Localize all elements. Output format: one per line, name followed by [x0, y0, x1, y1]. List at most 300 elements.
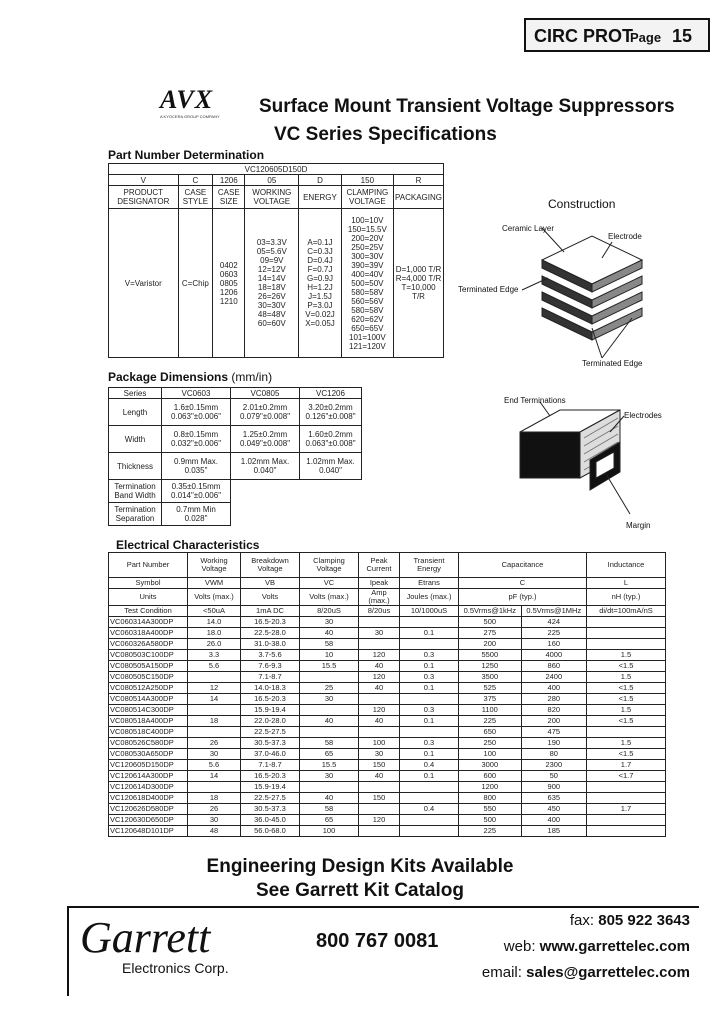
- electrical-cell: 31.0-38.0: [241, 639, 300, 650]
- electrical-cell: 820: [521, 705, 586, 716]
- pkg-cell: 1.02mm Max. 0.040": [231, 453, 300, 480]
- elec-symbol: VWM: [188, 578, 241, 589]
- elec-col-header: Capacitance: [459, 553, 587, 578]
- electrical-row: [109, 738, 666, 749]
- electrical-cell: 18: [188, 716, 241, 727]
- electrical-cell: 0.4: [400, 804, 459, 815]
- web-line: [504, 938, 690, 955]
- electrical-cell: 650: [459, 727, 522, 738]
- pn-value: 0402 0603 0805 1206 1210: [213, 209, 245, 358]
- elec-test: 1mA DC: [241, 606, 300, 617]
- electrical-cell: 0.3: [400, 738, 459, 749]
- package-row: [109, 453, 362, 480]
- email-link[interactable]: sales@garrettelec.com: [526, 964, 690, 981]
- electrical-cell: 48: [188, 826, 241, 837]
- electrical-cell: 30: [300, 694, 359, 705]
- part-number-cell: VC080518C400DP: [109, 727, 188, 738]
- electrical-cell: 22.5-27.5: [241, 793, 300, 804]
- electrical-cell: 3500: [459, 672, 522, 683]
- electrical-cell: 400: [521, 815, 586, 826]
- electrical-cell: 3000: [459, 760, 522, 771]
- electrical-cell: 14.0: [188, 617, 241, 628]
- electrical-cell: 275: [459, 628, 522, 639]
- fax-label: fax:: [569, 912, 595, 929]
- electrical-cell: 900: [521, 782, 586, 793]
- electrical-cell: 800: [459, 793, 522, 804]
- electrical-cell: 5500: [459, 650, 522, 661]
- electrical-cell: 160: [521, 639, 586, 650]
- electrical-cell: 200: [521, 716, 586, 727]
- label-terminated-edge-2: Terminated Edge: [582, 359, 643, 368]
- electrical-cell: 15.9-19.4: [241, 782, 300, 793]
- pn-code: D: [299, 175, 341, 186]
- elec-symbol: Etrans: [400, 578, 459, 589]
- electrical-cell: 0.1: [400, 716, 459, 727]
- electrical-cell: [587, 727, 666, 738]
- elec-symbol: Ipeak: [359, 578, 400, 589]
- electrical-cell: 40: [359, 771, 400, 782]
- electrical-heading: Electrical Characteristics: [116, 538, 260, 552]
- electrical-cell: [359, 727, 400, 738]
- pn-value: 100=10V 150=15.5V 200=20V 250=25V 300=30V 390=39V 400=40V 500=50V 580=58V 560=56V 580=58V 620=62V 650=65V 101=100V 121=120V: [341, 209, 393, 358]
- electrical-cell: 120: [359, 815, 400, 826]
- pn-code: 150: [341, 175, 393, 186]
- electrical-cell: 30: [188, 815, 241, 826]
- electrical-row: [109, 672, 666, 683]
- electrical-cell: 475: [521, 727, 586, 738]
- electrical-cell: 225: [459, 716, 522, 727]
- electrical-cell: [587, 782, 666, 793]
- electrical-cell: 1.5: [587, 705, 666, 716]
- avx-logo-tagline: A KYOCERA GROUP COMPANY: [160, 114, 220, 119]
- fax-line: [570, 912, 690, 929]
- elec-symbol: L: [587, 578, 666, 589]
- electrical-cell: 40: [359, 661, 400, 672]
- electrical-cell: 550: [459, 804, 522, 815]
- electrical-cell: 26.0: [188, 639, 241, 650]
- electrical-cell: 22.5-28.0: [241, 628, 300, 639]
- page-tag-number: 15: [672, 26, 693, 46]
- pkg-row-label: Length: [109, 399, 162, 426]
- electrical-cell: [359, 826, 400, 837]
- electrical-cell: [587, 826, 666, 837]
- electrical-cell: <1.5: [587, 694, 666, 705]
- electrical-cell: 0.1: [400, 683, 459, 694]
- electrical-cell: 1.5: [587, 650, 666, 661]
- elec-unit: Volts (max.): [300, 589, 359, 606]
- elec-symbol: Symbol: [109, 578, 188, 589]
- electrical-units-row: [109, 589, 666, 606]
- electrical-cell: [587, 793, 666, 804]
- electrical-cell: [359, 617, 400, 628]
- label-electrodes: Electrodes: [624, 411, 662, 420]
- electrical-cell: <1.5: [587, 749, 666, 760]
- electrical-row: [109, 628, 666, 639]
- electrical-cell: 30: [300, 617, 359, 628]
- pn-code: 1206: [213, 175, 245, 186]
- elec-symbol: C: [459, 578, 587, 589]
- electrical-cell: 120: [359, 672, 400, 683]
- pn-code: 05: [245, 175, 299, 186]
- label-ceramic-layer: Ceramic Layer: [502, 224, 555, 233]
- elec-test: di/dt=100mA/nS: [587, 606, 666, 617]
- electrical-cell: [587, 628, 666, 639]
- part-number-cell: VC060318A400DP: [109, 628, 188, 639]
- pkg-cell: 0.35±0.15mm 0.014"±0.006": [162, 480, 231, 503]
- electrical-cell: 0.4: [400, 760, 459, 771]
- part-number-table: [108, 163, 444, 358]
- electrical-cell: 400: [521, 683, 586, 694]
- electrical-cell: 37.0-46.0: [241, 749, 300, 760]
- electrical-cell: 860: [521, 661, 586, 672]
- electrical-cell: [587, 639, 666, 650]
- pkg-cell: 1.6±0.15mm 0.063"±0.006": [162, 399, 231, 426]
- electrical-row: [109, 650, 666, 661]
- pn-label: CASE SIZE: [213, 186, 245, 209]
- electrical-cell: 100: [300, 826, 359, 837]
- electrical-cell: 280: [521, 694, 586, 705]
- part-number-values-row: [109, 209, 444, 358]
- package-heading-unit: (mm/in): [231, 370, 273, 384]
- kits-line2: See Garrett Kit Catalog: [256, 880, 464, 901]
- electrical-row: [109, 727, 666, 738]
- part-number-cell: VC080518A400DP: [109, 716, 188, 727]
- electrical-cell: 4000: [521, 650, 586, 661]
- pn-code: R: [394, 175, 444, 186]
- electrical-cell: 0.1: [400, 771, 459, 782]
- electrical-cell: 185: [521, 826, 586, 837]
- electrical-cell: 225: [459, 826, 522, 837]
- package-heading: [108, 370, 272, 384]
- electrical-cell: [188, 782, 241, 793]
- electrical-cell: 56.0-68.0: [241, 826, 300, 837]
- elec-unit: Volts (max.): [188, 589, 241, 606]
- electrical-cell: [359, 804, 400, 815]
- electrical-cell: 0.1: [400, 628, 459, 639]
- electrical-cell: 5.6: [188, 661, 241, 672]
- pkg-row-label: Termination Band Width: [109, 480, 162, 503]
- pn-value: A=0.1J C=0.3J D=0.4J F=0.7J G=0.9J H=1.2J J=1.5J P=3.0J V=0.02J X=0.05J: [299, 209, 341, 358]
- electrical-cell: 100: [359, 738, 400, 749]
- electrical-cell: [400, 617, 459, 628]
- electrical-cell: 65: [300, 749, 359, 760]
- electrical-row: [109, 639, 666, 650]
- pkg-cell: 2.01±0.2mm 0.079"±0.008": [231, 399, 300, 426]
- electrical-cell: 50: [521, 771, 586, 782]
- electrical-cell: 200: [459, 639, 522, 650]
- part-number-cell: VC060326A580DP: [109, 639, 188, 650]
- construction-title: Construction: [548, 197, 616, 211]
- electrical-cell: 40: [359, 716, 400, 727]
- part-number-example: VC120605D150D: [109, 164, 444, 175]
- part-number-cell: VC120614A300DP: [109, 771, 188, 782]
- label-terminated-edge: Terminated Edge: [458, 285, 519, 294]
- pkg-row-label: Thickness: [109, 453, 162, 480]
- chip-termination-diagram: [500, 402, 670, 526]
- package-row: [109, 503, 362, 526]
- electrical-cell: 500: [459, 815, 522, 826]
- electrical-cell: 16.5-20.3: [241, 617, 300, 628]
- pkg-cell: 3.20±0.2mm 0.126"±0.008": [300, 399, 362, 426]
- phone-number: 800 767 0081: [316, 930, 439, 952]
- elec-test: 10/1000uS: [400, 606, 459, 617]
- elec-test: <50uA: [188, 606, 241, 617]
- elec-unit: Amp (max.): [359, 589, 400, 606]
- title-line2: VC Series Specifications: [274, 124, 497, 145]
- electrical-cell: [188, 705, 241, 716]
- electrical-cell: 36.0-45.0: [241, 815, 300, 826]
- pkg-empty-cell: [300, 480, 362, 503]
- pn-label: CASE STYLE: [178, 186, 213, 209]
- part-number-cell: VC080503C100DP: [109, 650, 188, 661]
- electrical-cell: 1100: [459, 705, 522, 716]
- pkg-empty-cell: [231, 503, 300, 526]
- pn-label: WORKING VOLTAGE: [245, 186, 299, 209]
- electrical-cell: 80: [521, 749, 586, 760]
- elec-test: 0.5Vrms@1MHz: [521, 606, 586, 617]
- electrical-cell: 58: [300, 738, 359, 749]
- part-number-cell: VC080530A650DP: [109, 749, 188, 760]
- pkg-col-header: VC1206: [300, 388, 362, 399]
- electrical-cell: [300, 727, 359, 738]
- pn-code: C: [178, 175, 213, 186]
- elec-unit: nH (typ.): [587, 589, 666, 606]
- avx-logo-mark: AVX: [160, 85, 214, 114]
- electrical-cell: 600: [459, 771, 522, 782]
- electrical-row: [109, 826, 666, 837]
- electrical-cell: [300, 672, 359, 683]
- electrical-cell: 1.7: [587, 760, 666, 771]
- electrical-cell: <1.5: [587, 716, 666, 727]
- electrical-cell: [300, 782, 359, 793]
- electrical-header-row: [109, 553, 666, 578]
- electrical-cell: <1.5: [587, 683, 666, 694]
- electrical-cell: 7.1-8.7: [241, 760, 300, 771]
- elec-unit: pF (typ.): [459, 589, 587, 606]
- web-link[interactable]: www.garrettelec.com: [539, 938, 690, 955]
- electrical-cell: [359, 694, 400, 705]
- electrical-row: [109, 716, 666, 727]
- pkg-col-header: VC0603: [162, 388, 231, 399]
- electrical-cell: 16.5-20.3: [241, 771, 300, 782]
- elec-test: 8/20uS: [300, 606, 359, 617]
- avx-logo: [160, 85, 244, 122]
- electrical-cell: 1.5: [587, 738, 666, 749]
- electrical-cell: [359, 782, 400, 793]
- electrical-cell: [587, 617, 666, 628]
- electrical-cell: 635: [521, 793, 586, 804]
- pkg-cell: 0.9mm Max. 0.035": [162, 453, 231, 480]
- electrical-cell: 15.5: [300, 760, 359, 771]
- electrical-cell: 100: [459, 749, 522, 760]
- elec-col-header: Part Number: [109, 553, 188, 578]
- elec-unit: Units: [109, 589, 188, 606]
- elec-unit: Joules (max.): [400, 589, 459, 606]
- electrical-cell: 1250: [459, 661, 522, 672]
- electrical-cell: 18.0: [188, 628, 241, 639]
- electrical-cell: [400, 793, 459, 804]
- fax-number: 805 922 3643: [598, 912, 690, 929]
- electrical-cell: 65: [300, 815, 359, 826]
- electrical-cell: 3.7-5.6: [241, 650, 300, 661]
- elec-col-header: Working Voltage: [188, 553, 241, 578]
- pkg-cell: 1.02mm Max. 0.040": [300, 453, 362, 480]
- electrical-cell: 1.7: [587, 804, 666, 815]
- pn-value: V=Varistor: [109, 209, 179, 358]
- electrical-cell: <1.5: [587, 661, 666, 672]
- electrical-cell: [188, 672, 241, 683]
- electrical-cell: 40: [359, 683, 400, 694]
- part-number-cell: VC120648D101DP: [109, 826, 188, 837]
- electrical-cell: [587, 815, 666, 826]
- part-number-cell: VC120630D650DP: [109, 815, 188, 826]
- electrical-cell: 10: [300, 650, 359, 661]
- elec-test: 8/20us: [359, 606, 400, 617]
- elec-col-header: Transient Energy: [400, 553, 459, 578]
- part-number-codes-row: [109, 175, 444, 186]
- part-number-heading: Part Number Determination: [108, 148, 265, 162]
- part-number-cell: VC120614D300DP: [109, 782, 188, 793]
- electrical-cell: 18: [188, 793, 241, 804]
- garrett-logo: Garrett: [80, 913, 211, 962]
- electrical-cell: 424: [521, 617, 586, 628]
- garrett-subtitle: Electronics Corp.: [122, 960, 229, 976]
- pkg-cell: 1.25±0.2mm 0.049"±0.008": [231, 426, 300, 453]
- electrical-cell: 225: [521, 628, 586, 639]
- part-number-labels-row: [109, 186, 444, 209]
- web-label: web:: [503, 938, 536, 955]
- electrical-row: [109, 771, 666, 782]
- part-number-cell: VC120618D400DP: [109, 793, 188, 804]
- electrical-row: [109, 705, 666, 716]
- package-row: [109, 399, 362, 426]
- electrical-cell: 30: [188, 749, 241, 760]
- package-row: [109, 426, 362, 453]
- elec-symbol: VB: [241, 578, 300, 589]
- electrical-row: [109, 793, 666, 804]
- part-number-cell: VC120626D580DP: [109, 804, 188, 815]
- pkg-empty-cell: [300, 503, 362, 526]
- electrical-cell: 250: [459, 738, 522, 749]
- electrical-cell: [400, 826, 459, 837]
- page-tag-section: CIRC PROT: [534, 26, 633, 46]
- electrical-cell: 58: [300, 804, 359, 815]
- package-dimensions-table: [108, 387, 362, 526]
- pkg-col-header: Series: [109, 388, 162, 399]
- electrical-cell: 16.5-20.3: [241, 694, 300, 705]
- electrical-test-row: [109, 606, 666, 617]
- part-number-cell: VC080505A150DP: [109, 661, 188, 672]
- page-tag: [524, 18, 710, 52]
- electrical-cell: 5.6: [188, 760, 241, 771]
- package-row: [109, 480, 362, 503]
- electrical-cell: 0.3: [400, 650, 459, 661]
- electrical-cell: 450: [521, 804, 586, 815]
- electrical-cell: 150: [359, 793, 400, 804]
- electrical-cell: 120: [359, 705, 400, 716]
- electrical-cell: 0.3: [400, 672, 459, 683]
- electrical-cell: 40: [300, 716, 359, 727]
- elec-test: Test Condition: [109, 606, 188, 617]
- electrical-cell: 7.1-8.7: [241, 672, 300, 683]
- electrical-cell: 26: [188, 738, 241, 749]
- part-number-cell: VC080514A300DP: [109, 694, 188, 705]
- package-heading-text: Package Dimensions: [108, 370, 229, 384]
- electrical-cell: 375: [459, 694, 522, 705]
- electrical-row: [109, 749, 666, 760]
- pkg-empty-cell: [231, 480, 300, 503]
- elec-test: 0.5Vrms@1kHz: [459, 606, 522, 617]
- electrical-cell: 500: [459, 617, 522, 628]
- electrical-cell: 0.3: [400, 705, 459, 716]
- elec-unit: Volts: [241, 589, 300, 606]
- electrical-cell: 30: [359, 628, 400, 639]
- electrical-cell: [400, 782, 459, 793]
- pn-label: PRODUCT DESIGNATOR: [109, 186, 179, 209]
- label-margin: Margin: [626, 521, 651, 530]
- pkg-col-header: VC0805: [231, 388, 300, 399]
- pn-code: V: [109, 175, 179, 186]
- electrical-cell: 525: [459, 683, 522, 694]
- elec-col-header: Inductance: [587, 553, 666, 578]
- electrical-cell: 3.3: [188, 650, 241, 661]
- electrical-cell: 0.1: [400, 749, 459, 760]
- pkg-row-label: Termination Separation: [109, 503, 162, 526]
- email-line: [482, 964, 690, 981]
- construction-layer-diagram: [452, 218, 662, 374]
- layer-top: [542, 236, 642, 284]
- pkg-cell: 1.60±0.2mm 0.063"±0.008": [300, 426, 362, 453]
- electrical-cell: 1200: [459, 782, 522, 793]
- electrical-cell: [400, 727, 459, 738]
- electrical-cell: 40: [300, 793, 359, 804]
- electrical-row: [109, 760, 666, 771]
- electrical-cell: 2400: [521, 672, 586, 683]
- electrical-cell: 7.6-9.3: [241, 661, 300, 672]
- electrical-row: [109, 694, 666, 705]
- electrical-cell: 0.1: [400, 661, 459, 672]
- electrical-cell: 30: [300, 771, 359, 782]
- electrical-cell: 15.9-19.4: [241, 705, 300, 716]
- label-end-terminations: End Terminations: [504, 396, 566, 405]
- pkg-row-label: Width: [109, 426, 162, 453]
- electrical-symbol-row: [109, 578, 666, 589]
- pn-label: ENERGY: [299, 186, 341, 209]
- electrical-cell: 30.5-37.3: [241, 804, 300, 815]
- title-line1: Surface Mount Transient Voltage Suppressors: [259, 96, 675, 117]
- electrical-row: [109, 683, 666, 694]
- pn-value: D=1,000 T/R R=4,000 T/R T=10,000 T/R: [394, 209, 444, 358]
- pkg-cell: 0.8±0.15mm 0.032"±0.006": [162, 426, 231, 453]
- electrical-cell: [300, 705, 359, 716]
- electrical-row: [109, 617, 666, 628]
- electrical-cell: 1.5: [587, 672, 666, 683]
- electrical-cell: 26: [188, 804, 241, 815]
- electrical-row: [109, 782, 666, 793]
- pn-value: C=Chip: [178, 209, 213, 358]
- package-header-row: [109, 388, 362, 399]
- electrical-cell: 2300: [521, 760, 586, 771]
- email-label: email:: [481, 964, 522, 981]
- end-termination-left: [520, 432, 580, 478]
- electrical-cell: 30: [359, 749, 400, 760]
- elec-col-header: Breakdown Voltage: [241, 553, 300, 578]
- page-tag-word: Page: [630, 30, 662, 45]
- part-number-cell: VC080514C300DP: [109, 705, 188, 716]
- electrical-cell: 120: [359, 650, 400, 661]
- part-number-cell: VC120605D150DP: [109, 760, 188, 771]
- label-electrode: Electrode: [608, 232, 642, 241]
